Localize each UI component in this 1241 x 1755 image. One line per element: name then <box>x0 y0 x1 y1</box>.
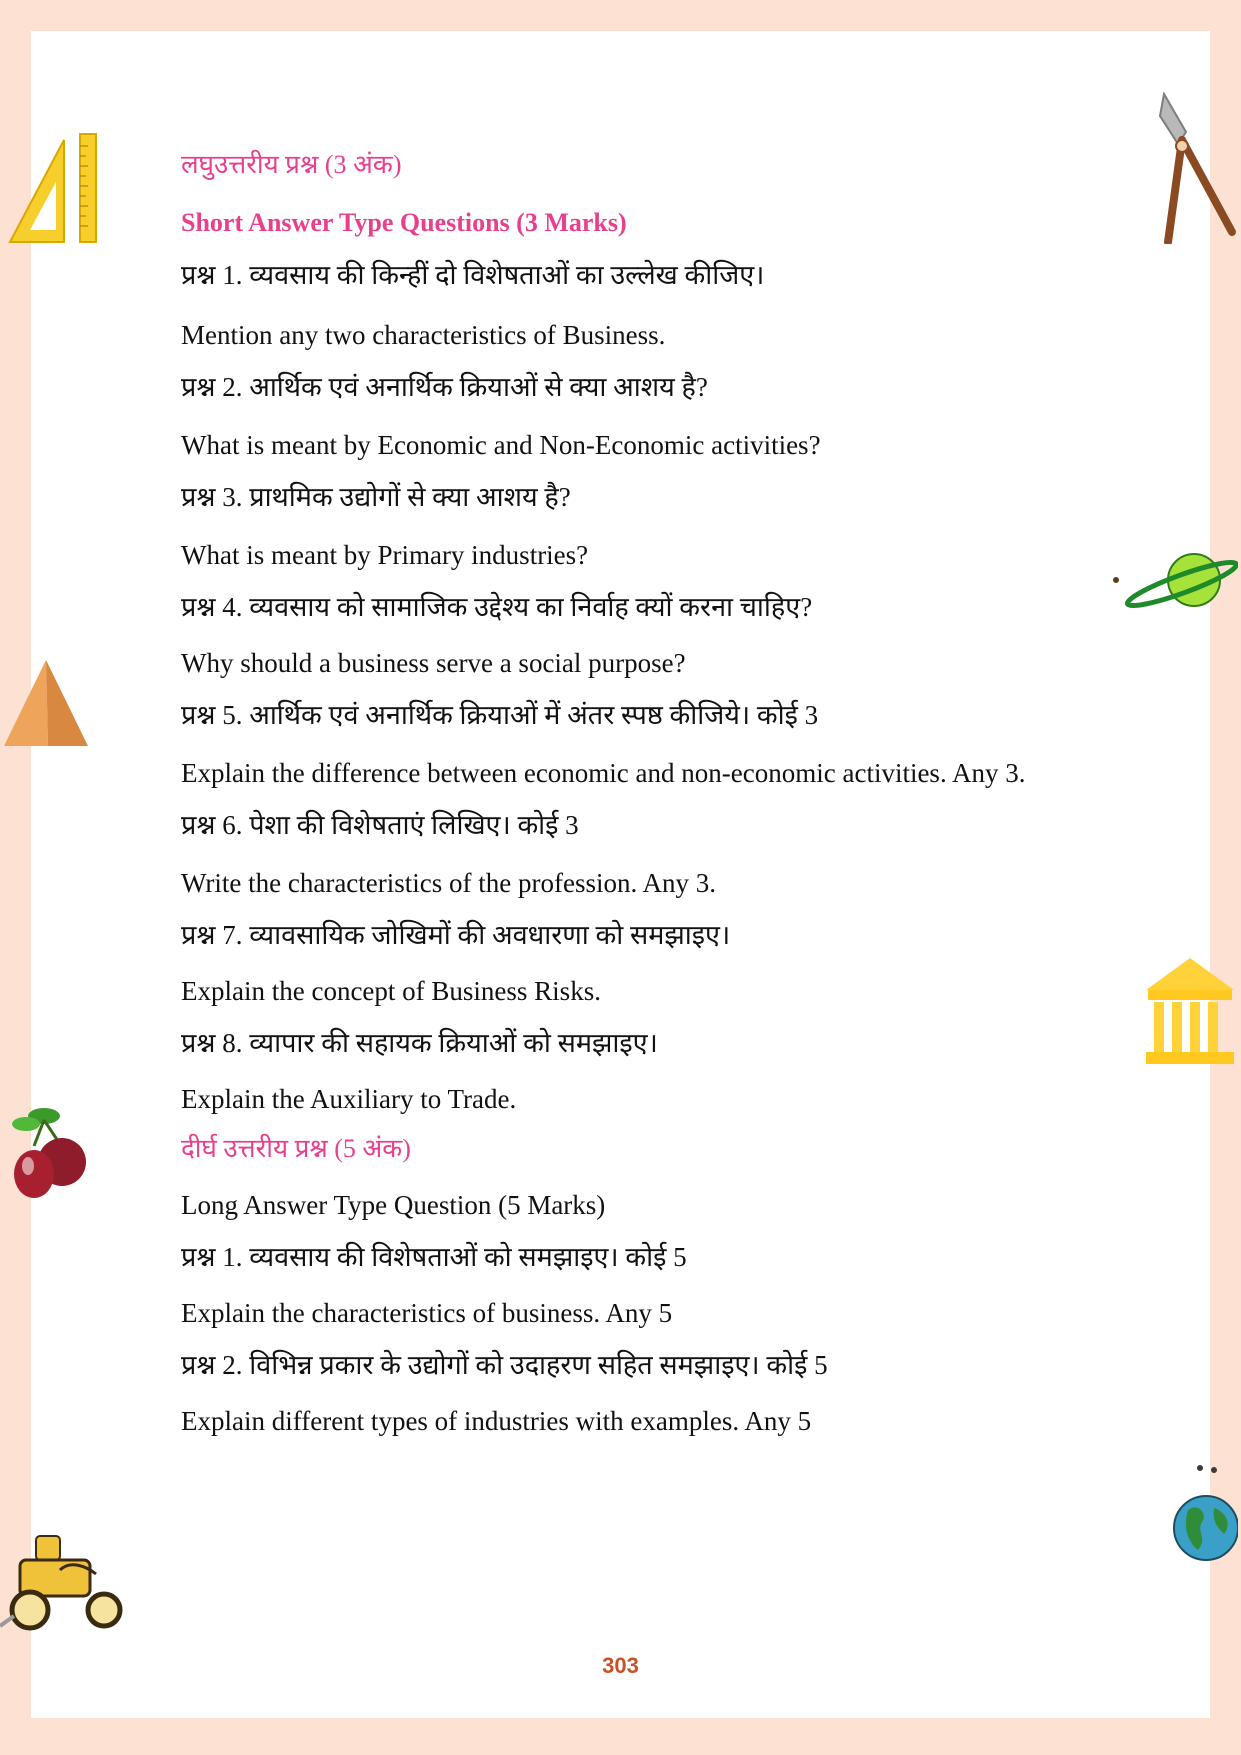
short-q8-hindi: प्रश्न 8. व्यापार की सहायक क्रियाओं को समझाइए। <box>181 1028 658 1058</box>
short-q3-hindi: प्रश्न 3. प्राथमिक उद्योगों से क्या आशय है? <box>181 482 571 512</box>
greek-temple-icon <box>1142 954 1238 1068</box>
long-q2-hindi: प्रश्न 2. विभिन्न प्रकार के उद्योगों को उदाहरण सहित समझाइए। कोई 5 <box>181 1350 828 1380</box>
pyramid-icon <box>2 656 92 748</box>
short-q6-hindi: प्रश्न 6. पेशा की विशेषताएं लिखिए। कोई 3 <box>181 810 579 840</box>
short-q4-hindi: प्रश्न 4. व्यवसाय को सामाजिक उद्देश्य का निर्वाह क्यों करना चाहिए? <box>181 592 813 622</box>
short-q2-hindi: प्रश्न 2. आर्थिक एवं अनार्थिक क्रियाओं से क्या आशय है? <box>181 372 708 402</box>
short-q1-english: Mention any two characteristics of Business. <box>181 320 666 350</box>
short-q8-english: Explain the Auxiliary to Trade. <box>181 1084 517 1114</box>
earth-globe-icon <box>1168 1462 1238 1570</box>
short-q7-hindi: प्रश्न 7. व्यावसायिक जोखिमों की अवधारणा को समझाइए। <box>181 920 731 950</box>
short-heading-hindi: लघुउत्तरीय प्रश्न (3 अंक) <box>181 150 402 179</box>
short-q3-english: What is meant by Primary industries? <box>181 540 589 570</box>
long-q1-hindi: प्रश्न 1. व्यवसाय की विशेषताओं को समझाइए। कोई 5 <box>181 1242 687 1272</box>
page-number: 303 <box>602 1653 639 1678</box>
set-square-ruler-icon <box>6 130 102 246</box>
planet-icon <box>1112 544 1238 616</box>
long-q2-english: Explain different types of industries with examples. Any 5 <box>181 1406 812 1436</box>
short-q7-english: Explain the concept of Business Risks. <box>181 976 601 1006</box>
long-q1-english: Explain the characteristics of business. Any 5 <box>181 1298 673 1328</box>
document-page <box>31 31 1210 1718</box>
short-q4-english: Why should a business serve a social purpose? <box>181 648 686 678</box>
cherries-icon <box>4 1102 90 1202</box>
long-heading-hindi: दीर्घ उत्तरीय प्रश्न (5 अंक) <box>181 1134 411 1163</box>
long-heading-english: Long Answer Type Question (5 Marks) <box>181 1190 606 1220</box>
short-q1-hindi: प्रश्न 1. व्यवसाय की किन्हीं दो विशेषताओं का उल्लेख कीजिए। <box>181 260 765 290</box>
short-heading-english: Short Answer Type Questions (3 Marks) <box>181 208 627 237</box>
short-q6-english: Write the characteristics of the profession. Any 3. <box>181 868 716 898</box>
pruning-shears-icon <box>1152 92 1238 244</box>
steam-car-icon <box>0 1530 130 1636</box>
short-q5-hindi: प्रश्न 5. आर्थिक एवं अनार्थिक क्रियाओं में अंतर स्पष्ठ कीजिये। कोई 3 <box>181 700 819 730</box>
short-q2-english: What is meant by Economic and Non-Economic activities? <box>181 430 821 460</box>
short-q5-english: Explain the difference between economic and non-economic activities. Any 3. <box>181 758 1026 788</box>
